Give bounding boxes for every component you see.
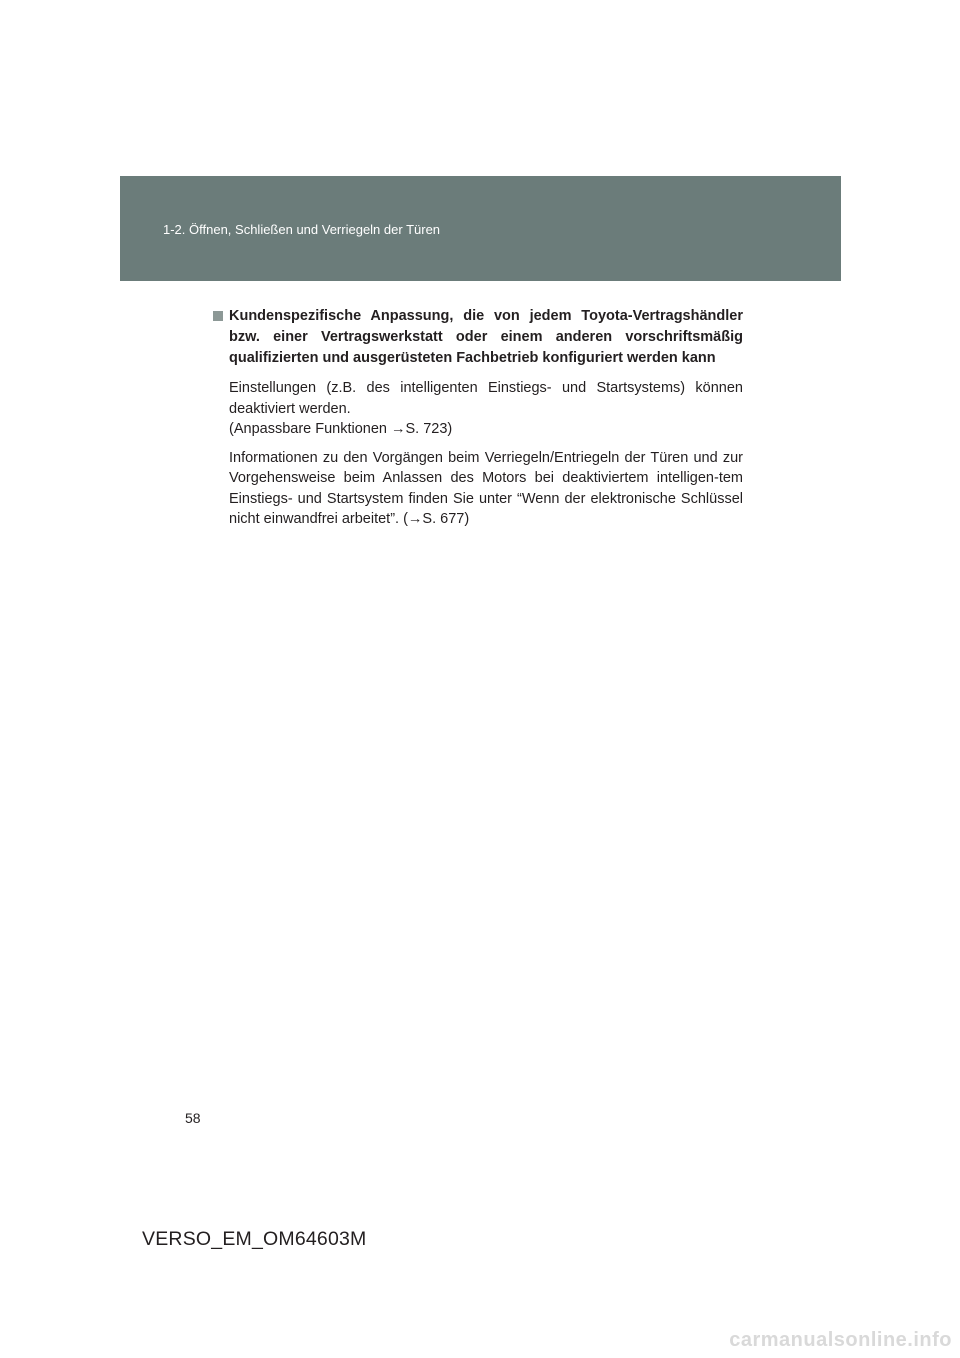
watermark: carmanualsonline.info	[729, 1329, 952, 1351]
page-number: 58	[185, 1110, 201, 1126]
section-heading-text: Kundenspezifische Anpassung, die von jedem Toyota-Vertragshändler bzw. einer Vertragswerkstatt oder einem anderen vorschriftsmäßig qualifizierten und ausgerüsteten Fachbetrieb konfiguriert werden kann	[229, 308, 743, 366]
main-content	[212, 306, 743, 530]
section-title: 1-2. Öffnen, Schließen und Verriegeln der Türen	[163, 222, 441, 237]
cross-reference-customizable-functions: (Anpassbare Funktionen →S. 723)	[229, 421, 453, 437]
section-header-band	[120, 176, 841, 281]
paragraph-settings	[212, 378, 743, 440]
paragraph-settings-text: Einstellungen (z.B. des intelligenten Einstiegs- und Startsystems) können deaktiviert werden.	[229, 380, 743, 417]
square-bullet-icon	[213, 311, 223, 321]
section-heading	[212, 306, 743, 369]
paragraph-info: Informationen zu den Vorgängen beim Verriegeln/Entriegeln der Türen und zur Vorgehensweise beim Anlassen des Motors bei deaktiviertem intelligen-tem Einstiegs- und Startsystem finden Sie unter “Wenn der elektronische Schlüssel nicht einwandfrei arbeitet”. (→S. 677)	[229, 449, 743, 527]
document-code: VERSO_EM_OM64603M	[142, 1228, 367, 1250]
